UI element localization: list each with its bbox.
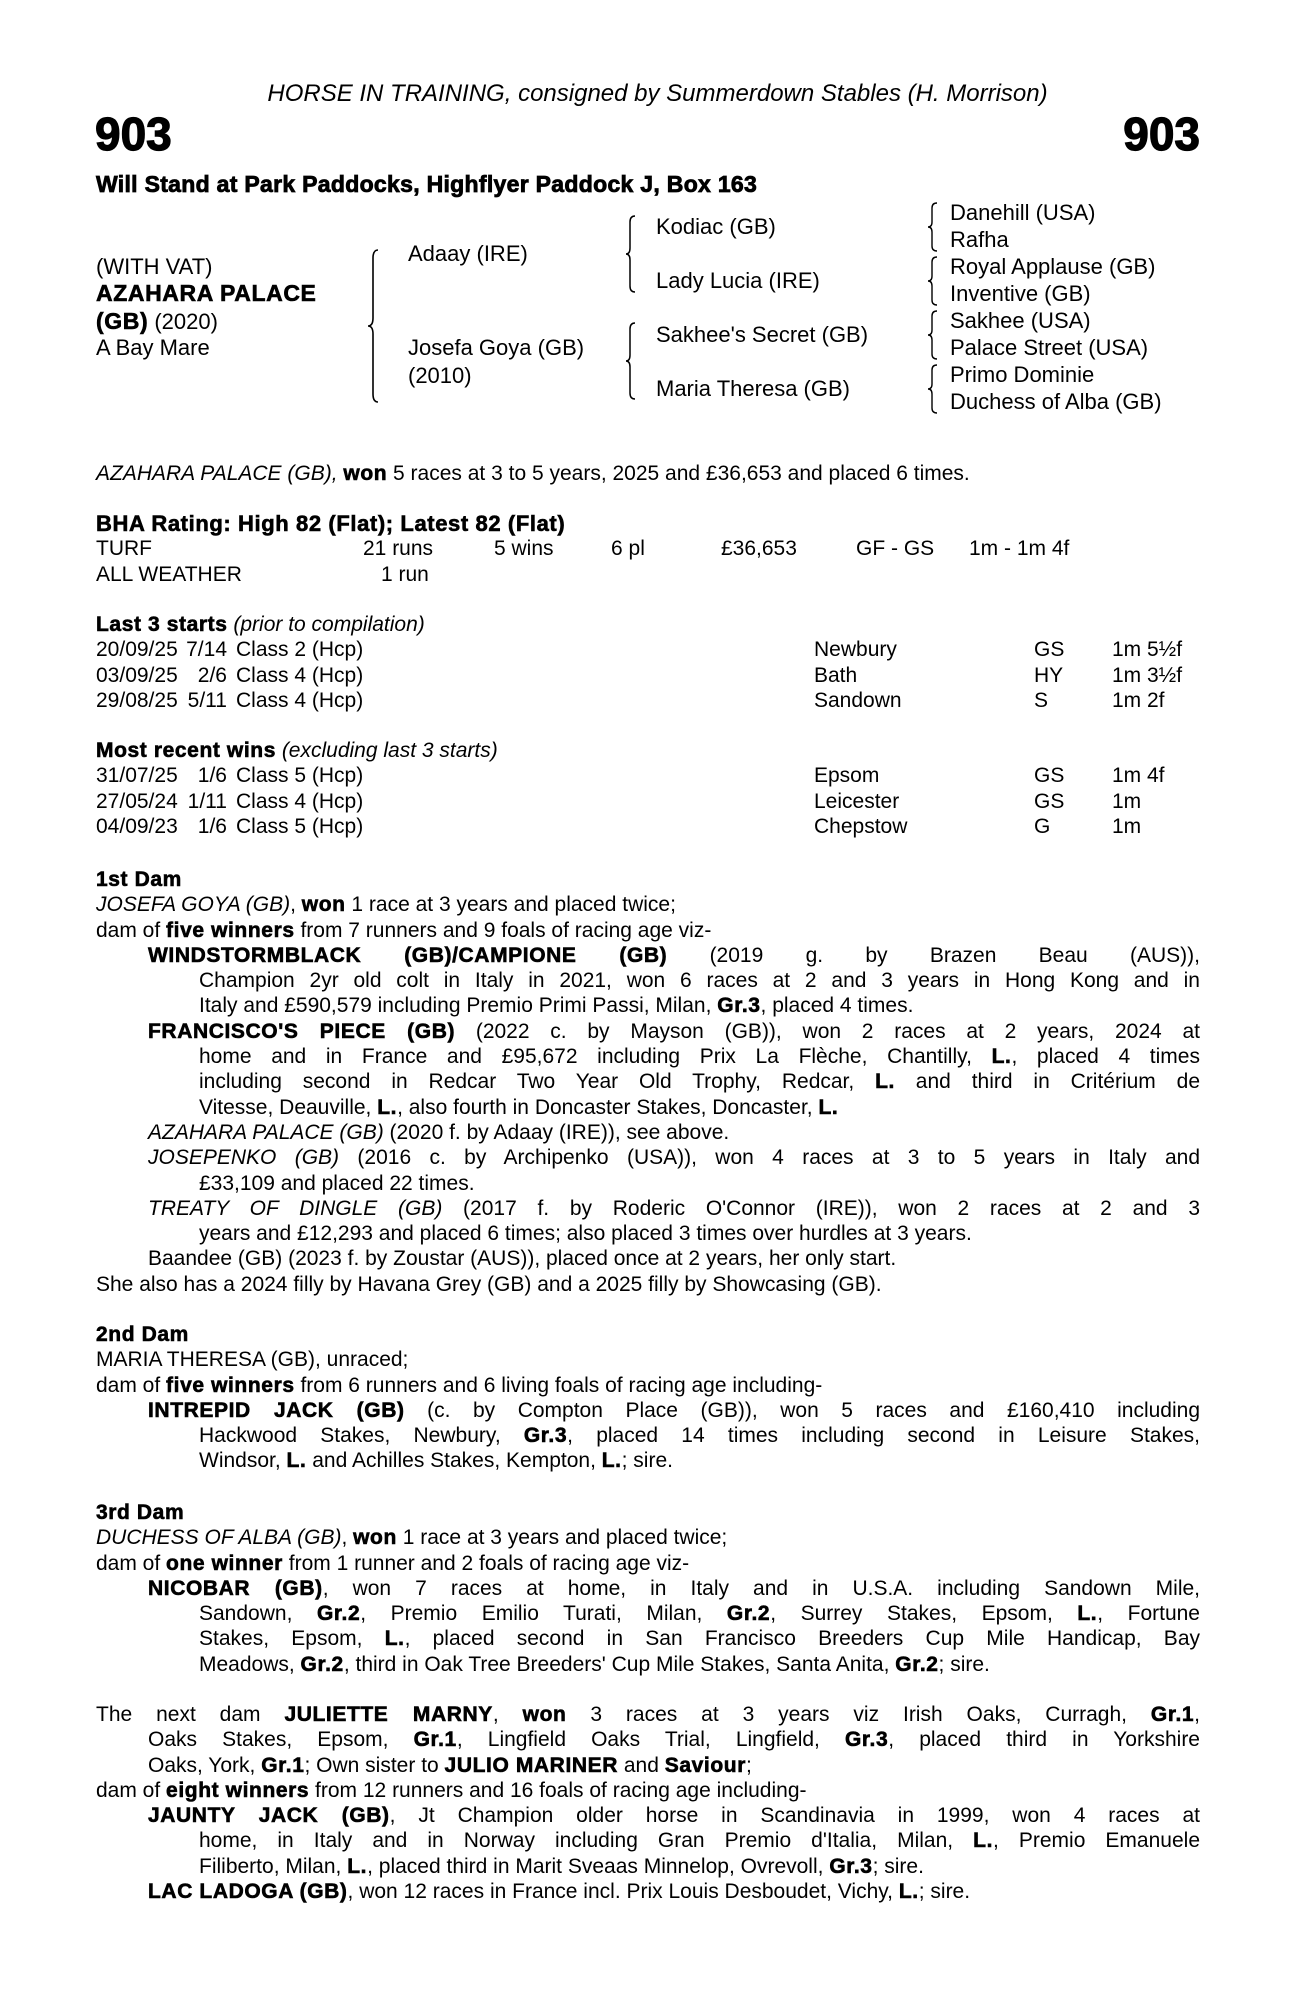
bold-text: L. — [991, 1045, 1012, 1069]
next-dam-text — [96, 1702, 1200, 1904]
dam-year: (2010) — [408, 363, 472, 388]
brace-g3-4 — [926, 363, 940, 415]
text: from 12 runners and 16 foals of racing age including- — [309, 1778, 807, 1802]
bold-text: L. — [384, 1627, 405, 1651]
most-recent-wins — [96, 738, 1200, 839]
race-row — [96, 789, 1200, 814]
race-pos: 5/11 — [187, 688, 227, 712]
text-line — [96, 968, 1200, 993]
third-dam-heading: 3rd Dam — [96, 1501, 185, 1524]
text: The next dam — [96, 1703, 285, 1726]
text-line — [96, 1423, 1200, 1448]
text: , Jt Champion older horse in Scandinavia in 1999, won 4 races at — [389, 1804, 1200, 1828]
first-dam-heading: 1st Dam — [96, 868, 182, 891]
bold-text: won — [301, 893, 346, 917]
last3-table — [96, 637, 1200, 713]
text-line — [96, 1196, 1200, 1221]
bold-text: JAUNTY JACK (GB) — [148, 1804, 390, 1828]
rating-section — [96, 511, 1200, 587]
sire-dam: Lady Lucia (IRE) — [656, 268, 820, 293]
bold-text: Gr.2 — [316, 1602, 361, 1626]
catalogue-title: HORSE IN TRAINING, consigned by Summerdown Stables (H. Morrison) — [267, 80, 1048, 107]
race-going: GS — [1034, 789, 1065, 813]
text: , Premio Emilio Turati, Milan, — [360, 1602, 727, 1626]
text: Stakes, Epsom, — [199, 1627, 385, 1651]
bold-text: L. — [601, 1449, 622, 1473]
text: , Surrey Stakes, Epsom, — [770, 1602, 1078, 1626]
text: ; sire. — [872, 1854, 924, 1878]
race-course: Leicester — [814, 789, 900, 813]
text: dam of — [96, 1373, 167, 1397]
bold-text: LAC LADOGA (GB) — [148, 1880, 348, 1904]
text: , third in Oak Tree Breeders' Cup Mile Stakes, Santa Anita, — [343, 1652, 896, 1676]
text-line — [96, 1095, 1200, 1120]
text: , — [492, 1703, 523, 1726]
text-line — [96, 1525, 1200, 1550]
text: Italy and £590,579 including Premio Primi Passi, Milan, — [199, 994, 718, 1018]
race-dist: 1m 5½f — [1112, 638, 1183, 662]
text: including second in Redcar Two Year Old Trophy, Redcar, — [199, 1070, 876, 1094]
horse-year: (2020) — [154, 309, 218, 334]
text: Meadows, — [199, 1652, 301, 1676]
race-row — [96, 814, 1200, 839]
race-dist: 1m — [1112, 814, 1142, 838]
race-row — [96, 637, 1200, 662]
text: Sandown, — [199, 1602, 317, 1626]
horse-country-year — [96, 308, 218, 335]
text-line — [96, 1702, 1200, 1727]
turf-placed: 6 pl — [611, 537, 645, 561]
bold-text: Gr.2 — [895, 1652, 939, 1676]
rating-heading: BHA Rating: High 82 (Flat); Latest 82 (Flat) — [96, 511, 566, 536]
text: , won 12 races in France incl. Prix Louis Desboudet, Vichy, — [347, 1880, 899, 1904]
horse-name: AZAHARA PALACE — [96, 280, 317, 306]
text-line — [96, 1448, 1200, 1473]
text: Vitesse, Deauville, — [199, 1095, 378, 1119]
race-date: 31/07/25 — [96, 764, 178, 788]
ancestor-g3-2: Rafha — [950, 227, 1009, 252]
race-row — [96, 663, 1200, 688]
text: home, in Italy and in Norway including Gran Premio d'Italia, Milan, — [199, 1829, 974, 1853]
text-line — [96, 1398, 1200, 1423]
ancestor-g3-1: Danehill (USA) — [950, 200, 1096, 225]
text: years and £12,293 and placed 6 times; also placed 3 times over hurdles at 3 years. — [199, 1222, 972, 1246]
text-line — [96, 1753, 1200, 1778]
turf-going: GF - GS — [856, 537, 935, 561]
text: Oaks, York, — [148, 1753, 262, 1777]
bold-text: L. — [898, 1880, 919, 1904]
race-dist: 1m — [1112, 789, 1142, 813]
summary-won: won — [343, 462, 388, 485]
text: , placed 4 times — [1011, 1045, 1200, 1069]
text: home and in France and £95,672 including Prix La Flèche, Chantilly, — [199, 1045, 992, 1069]
race-date: 20/09/25 — [96, 638, 178, 662]
text-line — [96, 1601, 1200, 1626]
race-pos: 1/6 — [197, 764, 227, 788]
text: (c. by Compton Place (GB)), won 5 races and £160,410 including — [404, 1398, 1200, 1422]
race-course: Newbury — [814, 638, 897, 662]
italic-text: AZAHARA PALACE (GB) — [148, 1120, 384, 1144]
bold-text: NICOBAR (GB) — [148, 1576, 323, 1600]
text-line — [96, 1120, 1200, 1145]
race-going: G — [1034, 814, 1051, 838]
brace-g3-2 — [926, 255, 940, 307]
text: , placed third in Marit Sveaas Minnelop, Ovrevoll, — [367, 1854, 830, 1878]
text: Filiberto, Milan, — [199, 1854, 348, 1878]
bold-text: won — [522, 1703, 567, 1726]
race-summary — [96, 461, 1200, 486]
text: Oaks Stakes, Epsom, — [148, 1728, 414, 1752]
text: , — [1194, 1703, 1200, 1726]
summary-text: 5 races at 3 to 5 years, 2025 and £36,653 and placed 6 times. — [393, 462, 970, 485]
last-3-starts — [96, 612, 1200, 713]
text: , — [341, 1526, 354, 1550]
text: , — [290, 893, 302, 917]
text: £33,109 and placed 22 times. — [199, 1171, 475, 1195]
text-line — [96, 1551, 1200, 1576]
race-pos: 1/11 — [187, 789, 227, 813]
text: Hackwood Stakes, Newbury, — [199, 1424, 524, 1448]
text: dam of — [96, 1551, 167, 1575]
race-class: Class 5 (Hcp) — [236, 764, 364, 788]
bold-text: L. — [1077, 1602, 1098, 1626]
wins-table — [96, 763, 1200, 839]
bold-text: Gr.2 — [726, 1602, 771, 1626]
bold-text: FRANCISCO'S PIECE (GB) — [148, 1019, 456, 1043]
race-course: Chepstow — [814, 814, 908, 838]
race-class: Class 2 (Hcp) — [236, 638, 364, 662]
dam-dam: Maria Theresa (GB) — [656, 376, 850, 401]
text: and third in Critérium de — [894, 1070, 1200, 1094]
race-going: S — [1034, 688, 1049, 712]
brace-g3-1 — [926, 201, 940, 253]
text-line — [96, 1626, 1200, 1651]
aw-label: ALL WEATHER — [96, 562, 242, 586]
last3-heading: Last 3 starts — [96, 613, 228, 636]
wins-heading: Most recent wins — [96, 739, 276, 762]
text-line — [96, 1727, 1200, 1752]
turf-row — [96, 536, 1200, 561]
bold-text: Gr.3 — [523, 1424, 568, 1448]
race-pos: 1/6 — [197, 814, 227, 838]
race-date: 03/09/25 — [96, 663, 178, 687]
bold-text: Gr.1 — [1150, 1703, 1195, 1726]
text: ; sire. — [621, 1449, 673, 1473]
text-line — [96, 993, 1200, 1018]
text-line — [96, 1246, 1200, 1271]
next-dam-section — [96, 1702, 1200, 1904]
text: ; sire. — [918, 1880, 971, 1904]
aw-runs: 1 run — [381, 562, 429, 586]
race-going: HY — [1034, 663, 1064, 687]
bold-text: one winner — [166, 1551, 283, 1575]
lot-number-left: 903 — [95, 108, 172, 160]
dam-sire: Sakhee's Secret (GB) — [656, 322, 869, 347]
text: MARIA THERESA (GB), unraced; — [96, 1348, 409, 1372]
ancestor-g3-4: Inventive (GB) — [950, 281, 1091, 306]
third-dam-text — [96, 1525, 1200, 1677]
third-dam-section — [96, 1500, 1200, 1677]
text: and Achilles Stakes, Kempton, — [306, 1449, 602, 1473]
text-line — [96, 1854, 1200, 1879]
ancestor-g3-8: Duchess of Alba (GB) — [950, 389, 1162, 414]
text: ; sire. — [938, 1652, 990, 1676]
bold-text: INTREPID JACK (GB) — [148, 1398, 405, 1422]
text-line — [96, 1652, 1200, 1677]
text: (2016 c. by Archipenko (USA)), won 4 races at 3 to 5 years in Italy and — [339, 1146, 1200, 1170]
text: 3 races at 3 years viz Irish Oaks, Curragh, — [566, 1703, 1151, 1726]
second-dam-text — [96, 1347, 1200, 1473]
race-course: Sandown — [814, 688, 902, 712]
text-line — [96, 1803, 1200, 1828]
bold-text: Saviour — [664, 1753, 746, 1777]
bold-text: WINDSTORMBLACK (GB)/CAMPIONE (GB) — [148, 943, 668, 967]
bold-text: L. — [973, 1829, 994, 1853]
italic-text: TREATY OF DINGLE (GB) — [148, 1196, 443, 1220]
text: , Lingfield Oaks Trial, Lingfield, — [456, 1728, 845, 1752]
race-class: Class 4 (Hcp) — [236, 688, 364, 712]
text: and — [618, 1753, 665, 1777]
race-pos: 2/6 — [197, 663, 227, 687]
ancestor-g3-3: Royal Applause (GB) — [950, 254, 1156, 279]
bold-text: five winners — [166, 918, 295, 942]
italic-text: JOSEFA GOYA (GB) — [96, 893, 291, 917]
text: , won 7 races at home, in Italy and in U.S.A. including Sandown Mile, — [322, 1576, 1200, 1600]
turf-wins: 5 wins — [494, 537, 554, 561]
summary-horse-name: AZAHARA PALACE (GB), — [96, 462, 338, 485]
turf-label: TURF — [96, 537, 152, 561]
text: from 6 runners and 6 living foals of racing age including- — [294, 1373, 823, 1397]
race-row — [96, 763, 1200, 788]
race-dist: 1m 2f — [1112, 688, 1165, 712]
text: dam of — [96, 918, 167, 942]
brace-sire-line — [624, 214, 638, 294]
text-line — [96, 1778, 1200, 1803]
text-line — [96, 1272, 1200, 1297]
text-line — [96, 1828, 1200, 1853]
text-line — [96, 1373, 1200, 1398]
text-line — [96, 918, 1200, 943]
text-line — [96, 892, 1200, 917]
bold-text: JULIO MARINER — [444, 1753, 619, 1777]
bold-text: L. — [377, 1095, 398, 1119]
bold-text: Gr.1 — [261, 1753, 305, 1777]
text: (2022 c. by Mayson (GB)), won 2 races at 2 years, 2024 at — [455, 1019, 1200, 1043]
text: from 1 runner and 2 foals of racing age viz- — [282, 1551, 690, 1575]
second-dam-heading: 2nd Dam — [96, 1323, 189, 1346]
text: 1 race at 3 years and placed twice; — [396, 1526, 728, 1550]
brace-dam-line — [624, 321, 638, 401]
first-dam-section — [96, 867, 1200, 1297]
wins-note: (excluding last 3 starts) — [281, 739, 498, 762]
bold-text: Gr.1 — [413, 1728, 457, 1752]
turf-runs: 21 runs — [363, 537, 434, 561]
bold-text: Gr.3 — [845, 1728, 889, 1752]
second-dam-section — [96, 1322, 1200, 1474]
ancestor-g3-5: Sakhee (USA) — [950, 308, 1091, 333]
text-line — [96, 1879, 1200, 1904]
race-class: Class 4 (Hcp) — [236, 663, 364, 687]
text: 1 race at 3 years and placed twice; — [345, 893, 676, 917]
text-line — [96, 1044, 1200, 1069]
text-line — [96, 943, 1200, 968]
race-dist: 1m 4f — [1112, 764, 1165, 788]
text: Windsor, — [199, 1449, 287, 1473]
text: (2020 f. by Adaay (IRE)), see above. — [383, 1120, 730, 1144]
race-going: GS — [1034, 638, 1065, 662]
text-line — [96, 1069, 1200, 1094]
bold-text: Gr.3 — [829, 1854, 873, 1878]
ancestor-g3-7: Primo Dominie — [950, 362, 1095, 387]
bold-text: L. — [286, 1449, 307, 1473]
bold-text: L. — [347, 1854, 368, 1878]
bold-text: Gr.2 — [300, 1652, 344, 1676]
text-line — [96, 1347, 1200, 1372]
brace-generation-1 — [366, 248, 382, 404]
text: She also has a 2024 filly by Havana Grey (GB) and a 2025 filly by Showcasing (GB). — [96, 1272, 882, 1296]
text-line — [96, 1019, 1200, 1044]
sire-sire: Kodiac (GB) — [656, 214, 776, 239]
stand-location: Will Stand at Park Paddocks, Highflyer Paddock J, Box 163 — [96, 171, 758, 197]
race-date: 04/09/23 — [96, 814, 178, 838]
dam: Josefa Goya (GB) — [408, 335, 585, 360]
text: (2017 f. by Roderic O'Connor (IRE)), won 2 races at 2 and 3 — [442, 1196, 1200, 1220]
bold-text: L. — [818, 1095, 839, 1119]
text-line — [96, 1171, 1200, 1196]
text: , placed 14 times including second in Leisure Stakes, — [567, 1424, 1200, 1448]
text: dam of — [96, 1778, 167, 1802]
text-line — [96, 1145, 1200, 1170]
all-weather-row — [96, 562, 1200, 587]
race-class: Class 4 (Hcp) — [236, 789, 364, 813]
lot-number-right: 903 — [1123, 108, 1200, 160]
text: ; Own sister to — [304, 1753, 445, 1777]
ancestor-g3-6: Palace Street (USA) — [950, 335, 1149, 360]
bold-text: L. — [875, 1070, 895, 1094]
brace-g3-3 — [926, 309, 940, 361]
race-pos: 7/14 — [186, 638, 227, 662]
bold-text: eight winners — [166, 1778, 310, 1802]
italic-text: JOSEPENKO (GB) — [148, 1146, 340, 1170]
text: , Premio Emanuele — [993, 1829, 1200, 1853]
race-date: 29/08/25 — [96, 688, 178, 712]
bold-text: won — [353, 1526, 397, 1550]
race-course: Bath — [814, 663, 858, 687]
text-line — [96, 1576, 1200, 1601]
text: , placed 4 times. — [760, 994, 914, 1018]
text: , also fourth in Doncaster Stakes, Doncaster, — [397, 1095, 819, 1119]
race-class: Class 5 (Hcp) — [236, 814, 364, 838]
bold-text: JULIETTE MARNY — [284, 1703, 493, 1726]
race-date: 27/05/24 — [96, 789, 178, 813]
last3-note: (prior to compilation) — [233, 613, 425, 636]
text: , placed third in Yorkshire — [888, 1728, 1200, 1752]
horse-description: A Bay Mare — [96, 335, 210, 360]
text-line — [96, 1221, 1200, 1246]
text: ; — [745, 1753, 752, 1777]
first-dam-text — [96, 892, 1200, 1297]
turf-distance: 1m - 1m 4f — [969, 537, 1070, 561]
vat-note: (WITH VAT) — [96, 254, 213, 279]
sire: Adaay (IRE) — [408, 241, 528, 266]
italic-text: DUCHESS OF ALBA (GB) — [96, 1526, 342, 1550]
text: from 7 runners and 9 foals of racing age viz- — [294, 918, 712, 942]
bold-text: five winners — [166, 1373, 295, 1397]
text: Champion 2yr old colt in Italy in 2021, won 6 races at 2 and 3 years in Hong Kong and in — [199, 969, 1200, 993]
horse-country: (GB) — [96, 308, 149, 334]
bold-text: Gr.3 — [717, 994, 761, 1018]
text: (2019 g. by Brazen Beau (AUS)), — [667, 943, 1200, 967]
race-dist: 1m 3½f — [1112, 663, 1183, 687]
race-going: GS — [1034, 764, 1065, 788]
text: , Fortune — [1097, 1602, 1200, 1626]
race-row — [96, 688, 1200, 713]
turf-earnings: £36,653 — [721, 537, 797, 561]
text: , placed second in San Francisco Breeders Cup Mile Handicap, Bay — [404, 1627, 1200, 1651]
text: Baandee (GB) (2023 f. by Zoustar (AUS)), placed once at 2 years, her only start. — [148, 1247, 897, 1271]
race-course: Epsom — [814, 764, 880, 788]
